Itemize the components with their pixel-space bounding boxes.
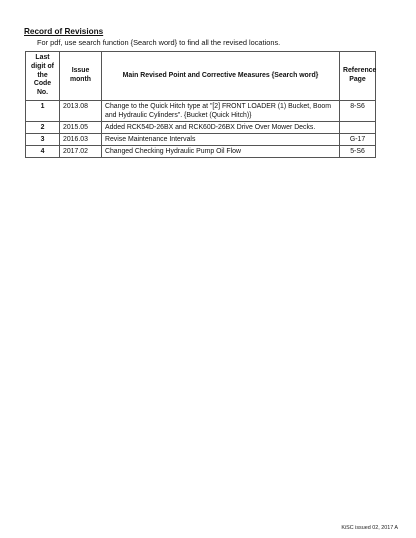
revisions-table: [25, 51, 376, 158]
cell-description: Change to the Quick Hitch type at "[2] FRONT LOADER (1) Bucket, Boom and Hydraulic Cylinders". {Bucket (Quick Hitch)}: [102, 100, 340, 121]
cell-page: 5-S6: [340, 145, 376, 157]
column-header-digit: Last digit of the Code No.: [26, 52, 60, 101]
cell-description: Changed Checking Hydraulic Pump Oil Flow: [102, 145, 340, 157]
table-row: [26, 133, 376, 145]
cell-page: G-17: [340, 133, 376, 145]
cell-digit: 2: [26, 121, 60, 133]
column-header-page: Reference Page: [340, 52, 376, 101]
cell-issue: 2017.02: [60, 145, 102, 157]
table-row: [26, 145, 376, 157]
table-row: [26, 121, 376, 133]
cell-description: Revise Maintenance Intervals: [102, 133, 340, 145]
cell-page: 8-S6: [340, 100, 376, 121]
table-header-row: [26, 52, 376, 101]
column-header-description: Main Revised Point and Corrective Measures {Search word}: [102, 52, 340, 101]
search-note: For pdf, use search function {Search word} to find all the revised locations.: [37, 38, 281, 47]
issue-footer: KiSC issued 02, 2017 A: [341, 525, 398, 531]
column-header-issue: Issue month: [60, 52, 102, 101]
page-title: Record of Revisions: [24, 27, 104, 36]
cell-digit: 1: [26, 100, 60, 121]
cell-digit: 3: [26, 133, 60, 145]
table-row: [26, 100, 376, 121]
cell-digit: 4: [26, 145, 60, 157]
cell-page: [340, 121, 376, 133]
cell-issue: 2015.05: [60, 121, 102, 133]
cell-issue: 2013.08: [60, 100, 102, 121]
cell-description: Added RCK54D-26BX and RCK60D-26BX Drive Over Mower Decks.: [102, 121, 340, 133]
cell-issue: 2016.03: [60, 133, 102, 145]
